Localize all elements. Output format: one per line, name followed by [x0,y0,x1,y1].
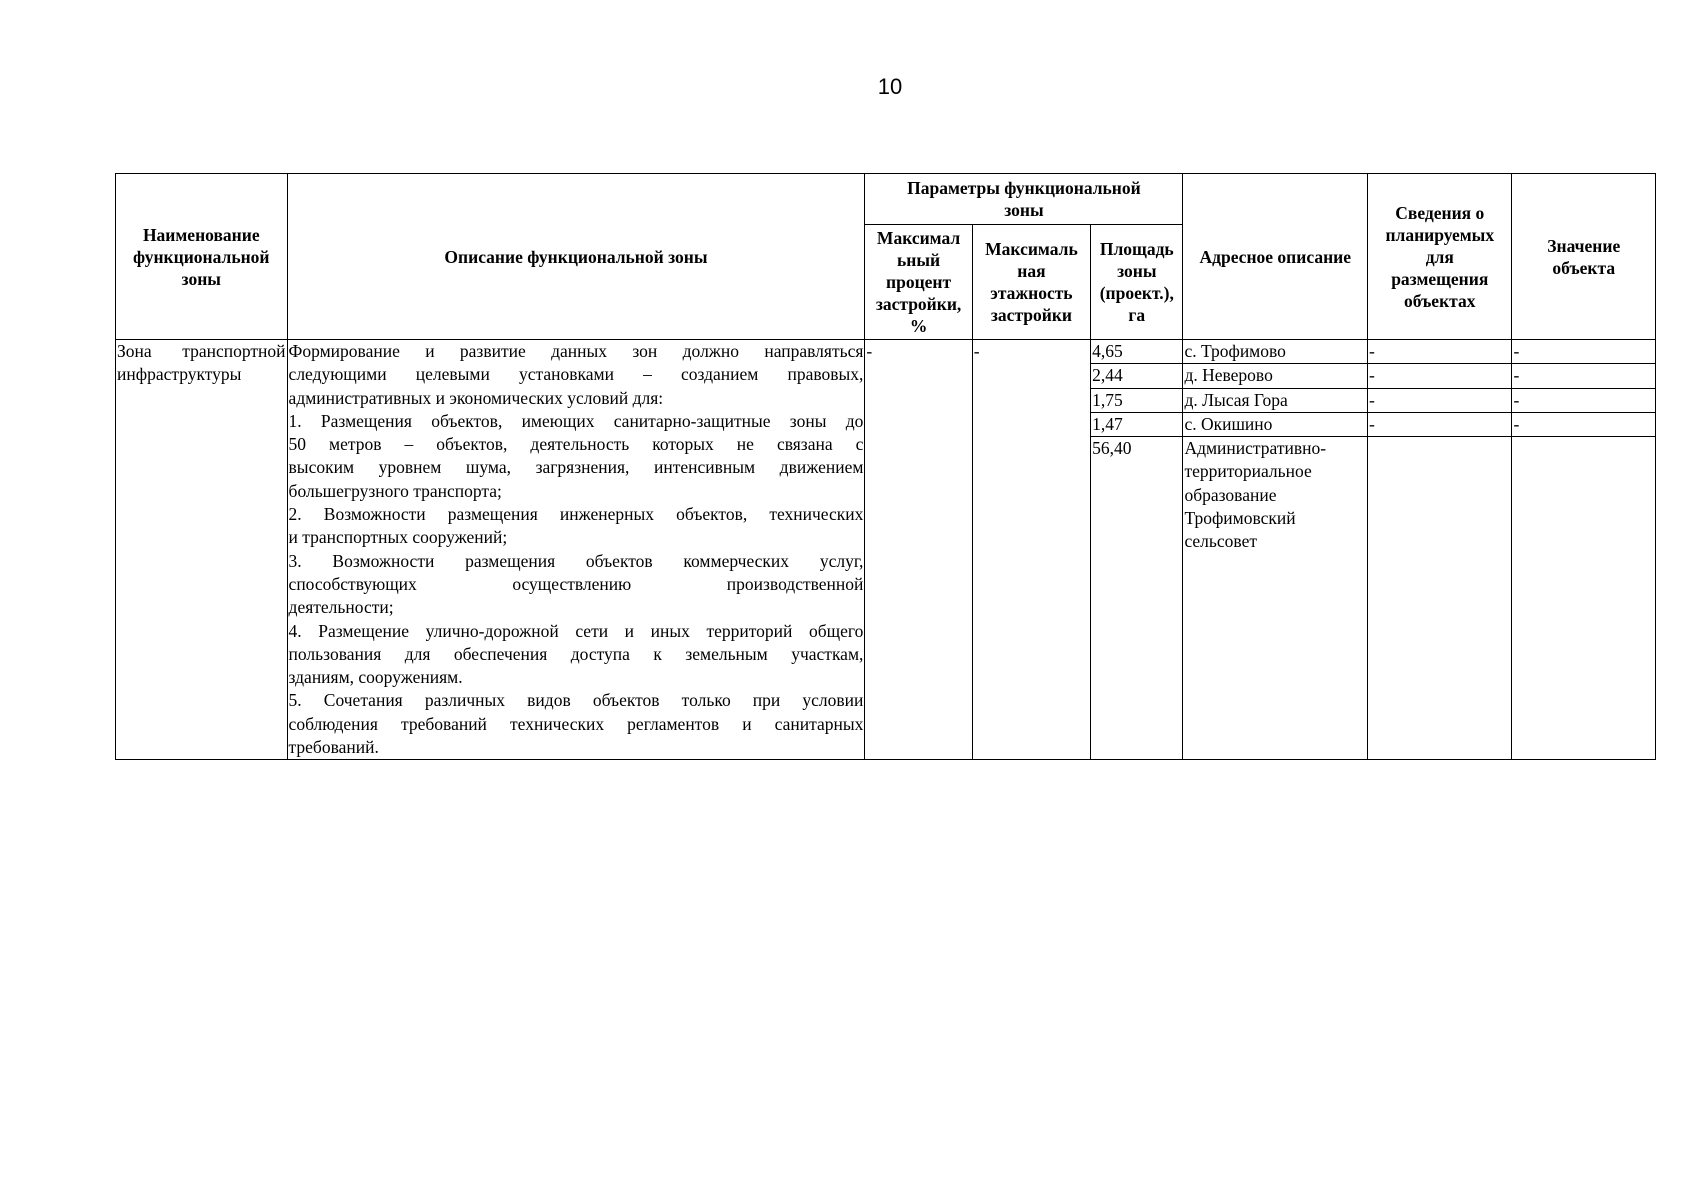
area-cell: 2,44 [1091,364,1183,388]
planned-cell: - [1368,340,1512,364]
header-zone-name: Наименование функциональной зоны [116,174,288,340]
area-cell: 1,47 [1091,412,1183,436]
header-object-value: Значение объекта [1512,174,1656,340]
header-zone-description: Описание функциональной зоны [287,174,865,340]
address-cell: с. Окишино [1183,412,1368,436]
address-cell: Административно- территориальное образование Трофимовский сельсовет [1183,437,1368,760]
functional-zones-table [115,173,1656,760]
zone-description-cell: Формирование и развитие данных зон должно направляться следующими целевыми установками – созданием правовых, административных и экономических условий для: 1. Размещения объектов, имеющих санитарно-защитные зоны до 50 метров – объектов, деятельность которых не связана с высоким уровнем шума, загрязнения, интенсивным движением большегрузного транспорта; 2. Возможности размещения инженерных объектов, технических и транспортных сооружений; 3. Возможности размещения объектов коммерческих услуг, способствующих осуществлению производственной деятельности; 4. Размещение улично-дорожной сети и иных территорий общего пользования для обеспечения доступа к земельным участкам, зданиям, сооружениям. 5. Сочетания различных видов объектов только при условии соблюдения требований технических регламентов и санитарных требований. [287,340,865,760]
planned-cell: - [1368,388,1512,412]
value-cell: - [1512,388,1656,412]
area-cell: 56,40 [1091,437,1183,760]
planned-cell [1368,437,1512,760]
address-cell: д. Неверово [1183,364,1368,388]
value-cell [1512,437,1656,760]
header-max-floors: Максималь ная этажность застройки [972,225,1090,340]
max-build-percent-cell: - [865,340,972,760]
header-zone-parameters: Параметры функциональной зоны [865,174,1183,225]
address-cell: д. Лысая Гора [1183,388,1368,412]
value-cell: - [1512,364,1656,388]
header-max-build-percent: Максимал ьный процент застройки, % [865,225,972,340]
zone-name-cell: Зона транспортной инфраструктуры [116,340,288,760]
header-zone-area: Площадь зоны (проект.), га [1091,225,1183,340]
planned-cell: - [1368,412,1512,436]
area-cell: 1,75 [1091,388,1183,412]
header-row-top [116,174,1656,225]
address-cell: с. Трофимово [1183,340,1368,364]
page-number: 10 [877,74,903,99]
table-row [116,340,1656,364]
max-floors-cell: - [972,340,1090,760]
planned-cell: - [1368,364,1512,388]
value-cell: - [1512,340,1656,364]
area-cell: 4,65 [1091,340,1183,364]
header-address: Адресное описание [1183,174,1368,340]
header-planned-objects: Сведения о планируемых для размещения объектах [1368,174,1512,340]
value-cell: - [1512,412,1656,436]
